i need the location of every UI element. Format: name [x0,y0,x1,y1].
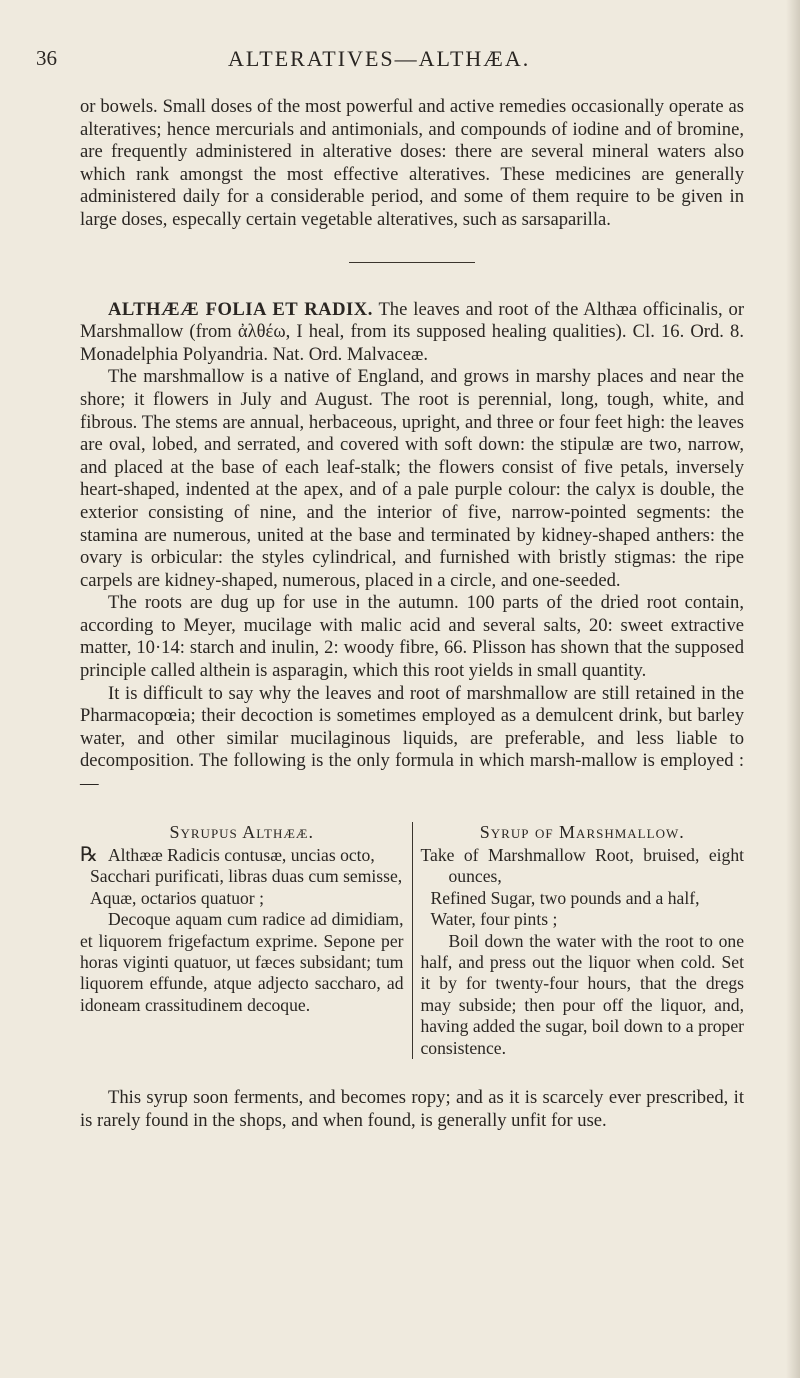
article-heading: ALTHÆÆ FOLIA ET RADIX. [108,298,373,320]
recipe-symbol: ℞ [80,844,98,867]
article-intro: The leaves and root of the Althæa officinalis, or Marshmallow (from ἀλθέω, I heal, from its supposed healing qualities). Cl. 16. Ord. 8. Monadelphia Polyandria. Nat. Ord. Malvaceæ. [80,298,745,365]
usage-paragraph: It is difficult to say why the leaves and root of marshmallow are still retained in the Pharmacopœia; their decoction is sometimes employed as a demulcent drink, but barley water, and other similar mucilaginous liquids, are preferable, and less liable to decomposition. The following is the only formula in which marsh-mallow is employed :— [80,682,744,795]
article-intro-paragraph [80,299,744,367]
latin-ingredient-1-text: Althææ Radicis contusæ, uncias octo, [107,845,375,866]
english-ingredient-1: Take of Marshmallow Root, bruised, eight ounces, [420,845,744,887]
description-paragraph: The marshmallow is a native of England, and grows in marshy places and near the shore; it flowers in July and August. The root is perennial, long, tough, white, and fibrous. The stems are annual, herbaceous, upright, and three or four feet high: the leaves are oval, lobed, and serrated, and covered with soft down: the stipulæ are two, narrow, and placed at the base of each leaf-stalk; the flowers consist of five petals, inversely heart-shaped, indented at the apex, and of a pale purple colour: the calyx is double, the exterior consisting of nine, and the interior of five, narrow-pointed segments: the stamina are numerous, united at the base and terminated by kidney-shaped anthers: the ovary is orbicular: the styles cylindrical, and furnished with bristly stigmas: the ripe carpels are kidney-shaped, numerous, placed in a circle, and one-seeded. [80,366,744,591]
page-edge-shadow [786,0,800,1378]
formula-columns [80,822,744,1059]
section-divider [349,262,475,263]
running-title: ALTERATIVES—ALTHÆA. [228,46,531,71]
english-ingredient-3: Water, four pints ; [430,909,558,930]
latin-ingredient-3: Aquæ, octarios quatuor ; [90,887,264,908]
latin-directions: Decoque aquam cum radice ad dimidiam, et liquorem frigefactum exprime. Sepone per horas viginti quatuor, ut fæces subsidant; tum liquorem effunde, atque adjecto saccharo, ad idoneam crassitudinem decoque. [80,909,404,1015]
english-ingredient-2: Refined Sugar, two pounds and a half, [430,887,700,908]
closing-paragraph: This syrup soon ferments, and becomes ropy; and as it is scarcely ever prescribed, it is rarely found in the shops, and when found, is generally unfit for use. [80,1087,744,1131]
english-formula-title: Syrup of Marshmallow. [479,821,685,842]
english-formula-column [413,822,745,1059]
english-directions: Boil down the water with the root to one half, and press out the liquor when cold. Set it by for twenty-four hours, that the dregs may subside; then pour off the liquor, and, having added the sugar, boil down to a proper consistence. [420,930,744,1058]
running-header [36,38,744,74]
paragraph-alteratives-end: or bowels. Small doses of the most powerful and active remedies occasionally operate as alteratives; hence mercurials and antimonials, and compounds of iodine and of bromine, are frequently administered in alterative doses: there are several mineral waters also which rank amongst the most effective alteratives. These medicines are generally administered daily for a considerable period, and some of them require to be given in large doses, especally certain vegetable alteratives, such as sarsaparilla. [80,96,744,230]
latin-formula-title: Syrupus Althææ. [169,821,314,842]
latin-ingredient-2: Sacchari purificati, libras duas cum semisse, [90,866,403,887]
latin-ingredient-1 [80,845,404,866]
latin-formula-column [80,822,413,1059]
page-number: 36 [36,46,57,70]
composition-paragraph: The roots are dug up for use in the autumn. 100 parts of the dried root contain, according to Meyer, mucilage with malic acid and several salts, 20: sweet extractive matter, 10·14: starch and inulin, 2: woody fibre, 66. Plisson has shown that the supposed principle called althein is asparagin, which this root yields in small quantity. [80,592,744,682]
